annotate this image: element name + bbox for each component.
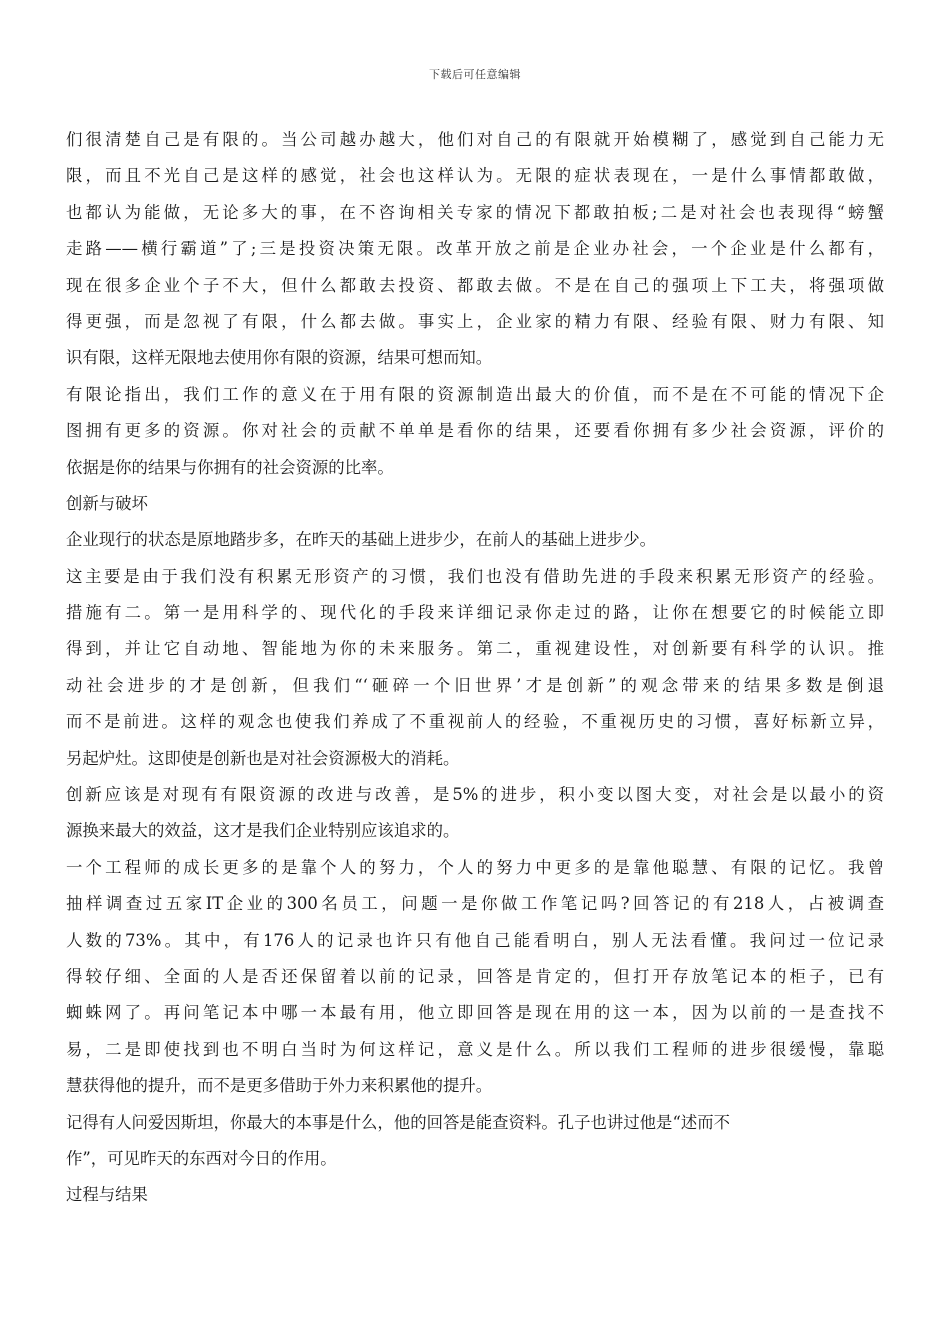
- text-line: 记得有人问爱因斯坦，你最大的本事是什么，他的回答是能查资料。孔子也讲过他是“述而不: [66, 1112, 731, 1132]
- text-line: 蜘蛛网了。再问笔记本中哪一本最有用，他立即回答是现在用的这一本，因为以前的一是查找不: [66, 1003, 884, 1023]
- text-line: 源换来最大的效益，这才是我们企业特别应该追求的。: [66, 821, 460, 841]
- text-line: 动社会进步的才是创新，但我们“‘砸碎一个旧世界’才是创新”的观念带来的结果多数是倒退: [66, 675, 884, 695]
- text-line: 一个工程师的成长更多的是靠个人的努力，个人的努力中更多的是靠他聪慧、有限的记忆。我曾: [66, 857, 884, 877]
- text-line: 得更强，而是忽视了有限，什么都去做。事实上，企业家的精力有限、经验有限、财力有限、知: [66, 311, 884, 331]
- text-line: 得到，并让它自动地、智能地为你的未来服务。第二，重视建设性，对创新要有科学的认识。推: [66, 639, 884, 659]
- text-line: 也都认为能做，无论多大的事，在不咨询相关专家的情况下都敢拍板;二是对社会也表现得“螃蟹: [66, 202, 884, 222]
- text-line: 人数的73%。其中，有176人的记录也许只有他自己能看明白，别人无法看懂。我问过一位记录: [66, 930, 884, 950]
- text-line: 另起炉灶。这即使是创新也是对社会资源极大的消耗。: [66, 748, 460, 768]
- text-line: 创新与破坏: [66, 493, 148, 513]
- text-line: 走路——横行霸道”了;三是投资决策无限。改革开放之前是企业办社会，一个企业是什么都有，: [66, 239, 884, 259]
- text-line: 企业现行的状态是原地踏步多，在昨天的基础上进步少，在前人的基础上进步少。: [66, 530, 657, 550]
- text-line: 而不是前进。这样的观念也使我们养成了不重视前人的经验，不重视历史的习惯，喜好标新立异，: [66, 712, 884, 732]
- document-body: [66, 122, 884, 1214]
- text-line: 限，而且不光自己是这样的感觉，社会也这样认为。无限的症状表现在，一是什么事情都敢做，: [66, 166, 884, 186]
- text-line: 依据是你的结果与你拥有的社会资源的比率。: [66, 457, 394, 477]
- text-line: 们很清楚自己是有限的。当公司越办越大，他们对自己的有限就开始模糊了，感觉到自己能力无: [66, 130, 884, 149]
- text-line: 抽样调查过五家IT企业的300名员工，问题一是你做工作笔记吗?回答记的有218人，占被调查: [66, 894, 884, 914]
- text-line: 措施有二。第一是用科学的、现代化的手段来详细记录你走过的路，让你在想要它的时候能立即: [66, 603, 884, 623]
- text-line: 慧获得他的提升，而不是更多借助于外力来积累他的提升。: [66, 1076, 493, 1096]
- text-line: 这主要是由于我们没有积累无形资产的习惯，我们也没有借助先进的手段来积累无形资产的经验。: [66, 566, 884, 586]
- text-line: 过程与结果: [66, 1185, 148, 1205]
- text-line: 作”，可见昨天的东西对今日的作用。: [66, 1148, 337, 1168]
- text-line: 现在很多企业个子不大，但什么都敢去投资、都敢去做。不是在自己的强项上下工夫，将强项做: [66, 275, 884, 295]
- page-header: 下载后可任意编辑: [429, 68, 521, 81]
- text-line: 有限论指出，我们工作的意义在于用有限的资源制造出最大的价值，而不是在不可能的情况下企: [66, 384, 884, 404]
- text-line: 识有限，这样无限地去使用你有限的资源，结果可想而知。: [66, 348, 493, 368]
- text-line: 易，二是即使找到也不明白当时为何这样记，意义是什么。所以我们工程师的进步很缓慢，靠聪: [66, 1039, 884, 1059]
- text-line: 创新应该是对现有有限资源的改进与改善，是5%的进步，积小变以图大变，对社会是以最小的资: [66, 785, 884, 805]
- text-line: 图拥有更多的资源。你对社会的贡献不单单是看你的结果，还要看你拥有多少社会资源，评价的: [66, 421, 884, 441]
- text-line: 得较仔细、全面的人是否还保留着以前的记录，回答是肯定的，但打开存放笔记本的柜子，已有: [66, 966, 884, 986]
